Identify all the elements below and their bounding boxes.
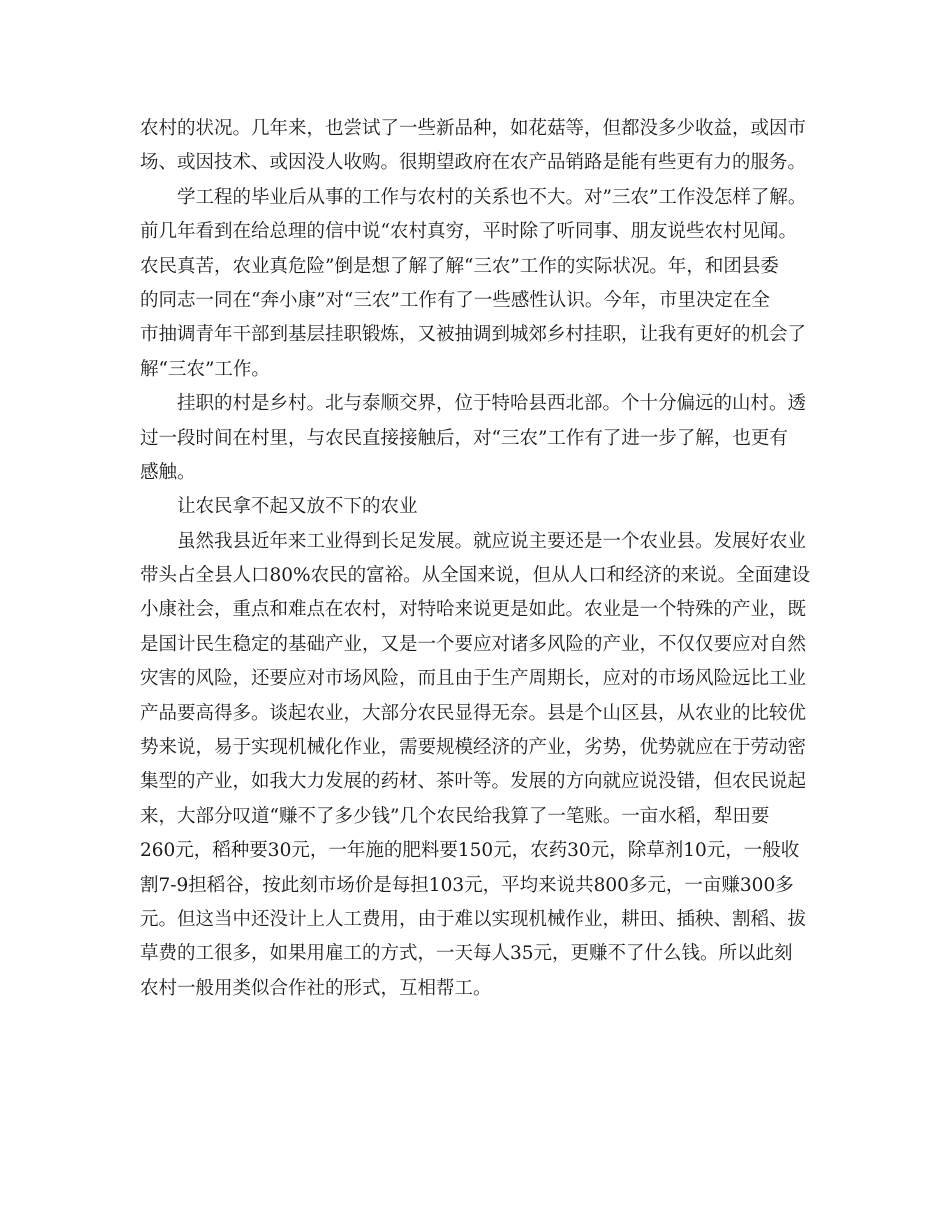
text-line: 产品要高得多。谈起农业，大部分农民显得无奈。县是个山区县，从农业的比较优 xyxy=(140,702,807,724)
text-line: 农民真苦，农业真危险”倒是想了解了解“三农”工作的实际状况。年，和团县委 xyxy=(140,255,779,277)
text-line: 虽然我县近年来工业得到长足发展。就应说主要还是一个农业县。发展好农业 xyxy=(177,530,807,552)
text-line: 势来说，易于实现机械化作业，需要规模经济的产业，劣势，优势就应在于劳动密 xyxy=(140,737,807,759)
text-line: 前几年看到在给总理的信中说“农村真穷，平时除了听同事、朋友说些农村见闻。 xyxy=(140,221,797,243)
text-line: 草费的工很多，如果用雇工的方式，一天每人35元，更赚不了什么钱。所以此刻 xyxy=(140,943,793,965)
text-line: 感触。 xyxy=(140,461,196,483)
text-line: 农村一般用类似合作社的形式，互相帮工。 xyxy=(140,977,492,999)
text-line: 带头占全县人口80%农民的富裕。从全国来说，但从人口和经济的来说。全面建设 xyxy=(140,565,811,587)
text-line: 解“三农”工作。 xyxy=(140,358,270,380)
text-line: 集型的产业，如我大力发展的药材、茶叶等。发展的方向就应说没错，但农民说起 xyxy=(140,771,807,793)
text-line: 市抽调青年干部到基层挂职锻炼，又被抽调到城郊乡村挂职，让我有更好的机会了 xyxy=(140,324,807,346)
text-line: 小康社会，重点和难点在农村，对特哈来说更是如此。农业是一个特殊的产业，既 xyxy=(140,599,807,621)
text-line: 是国计民生稳定的基础产业，又是一个要应对诸多风险的产业，不仅仅要应对自然 xyxy=(140,633,807,655)
text-line: 场、或因技术、或因没人收购。很期望政府在农产品销路是能有些更有力的服务。 xyxy=(140,152,807,174)
text-line: 260元，稻种要30元，一年施的肥料要150元，农药30元，除草剂10元，一般收 xyxy=(140,840,800,862)
text-line: 过一段时间在村里，与农民直接接触后，对“三农”工作有了进一步了解，也更有 xyxy=(140,427,788,449)
text-line: 元。但这当中还没计上人工费用，由于难以实现机械作业，耕田、插秧、割稻、拔 xyxy=(140,908,807,930)
document-body xyxy=(140,112,820,1006)
text-line: 让农民拿不起又放不下的农业 xyxy=(177,496,418,518)
text-line: 的同志一同在“奔小康”对“三农”工作有了一些感性认识。今年，市里决定在全 xyxy=(140,289,770,311)
text-line: 割7-9担稻谷，按此刻市场价是每担103元，平均来说共800多元，一亩赚300多 xyxy=(140,874,794,896)
text-line: 挂职的村是乡村。北与泰顺交界，位于特哈县西北部。个十分偏远的山村。透 xyxy=(177,393,807,415)
text-line: 农村的状况。几年来，也尝试了一些新品种，如花菇等，但都没多少收益，或因市 xyxy=(140,118,807,139)
text-line: 学工程的毕业后从事的工作与农村的关系也不大。对”三农”工作没怎样了解。 xyxy=(177,186,807,208)
text-line: 来，大部分叹道“赚不了多少钱”几个农民给我算了一笔账。一亩水稻，犁田要 xyxy=(140,805,770,827)
text-line: 灾害的风险，还要应对市场风险，而且由于生产周期长，应对的市场风险远比工业 xyxy=(140,668,807,690)
